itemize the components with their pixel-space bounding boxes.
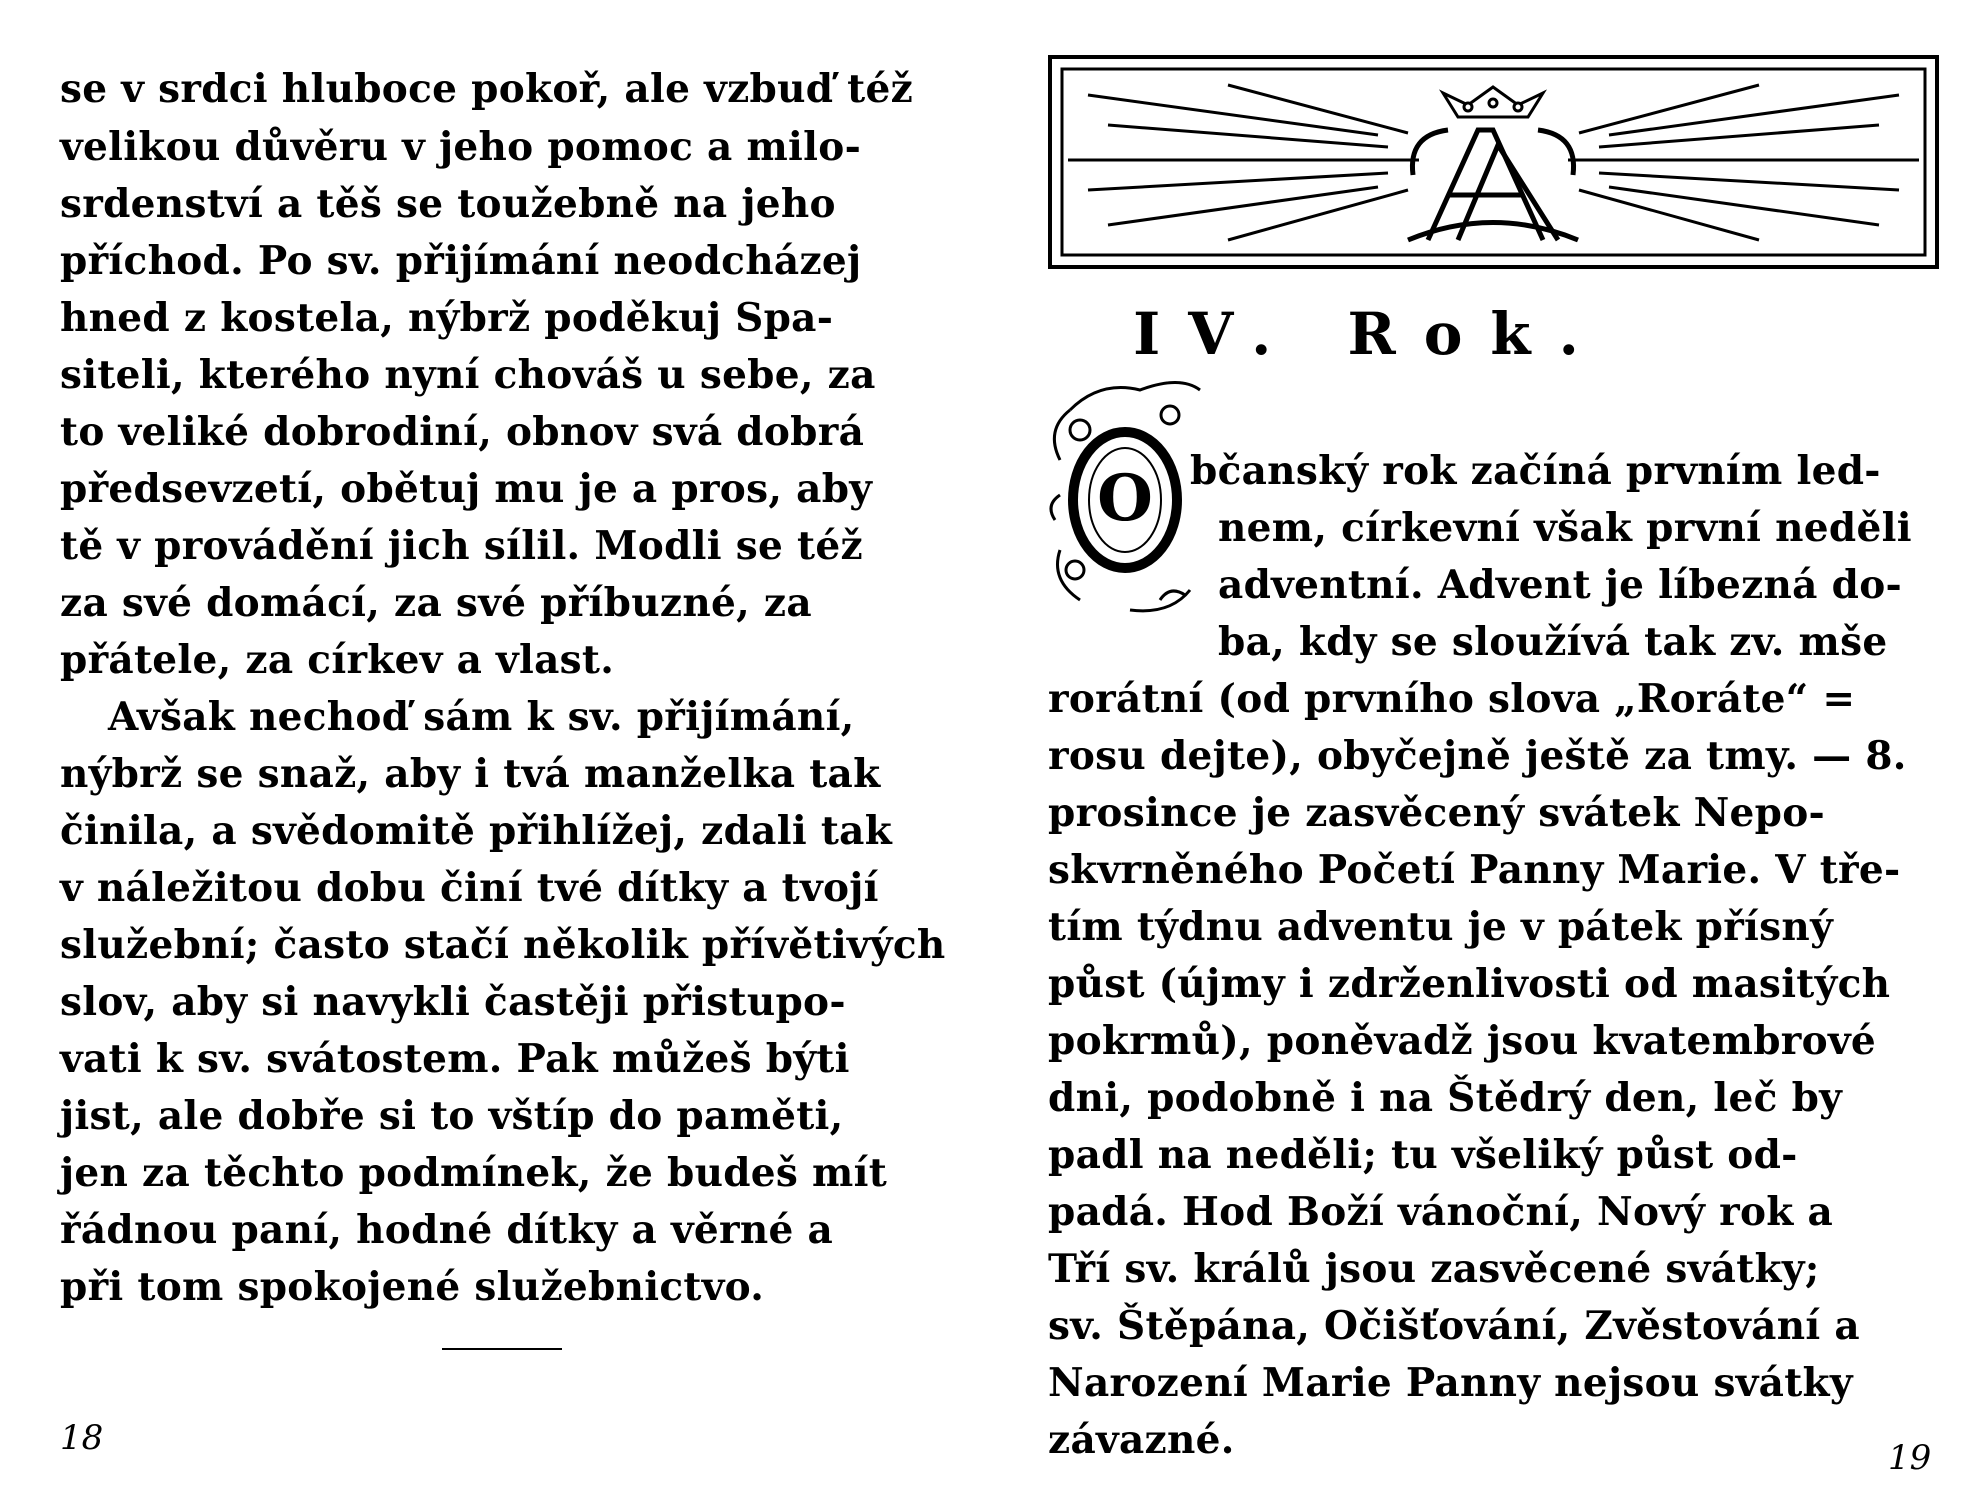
text-line: padá. Hod Boží vánoční, Nový rok a	[1048, 1189, 1834, 1235]
text-line: velikou důvěru v jeho pomoc a milo-	[60, 124, 862, 170]
chapter-title: IV. Rok.	[1133, 300, 1607, 368]
text-line: vati k sv. svátostem. Pak můžeš býti	[60, 1036, 850, 1082]
text-line: řádnou paní, hodné dítky a věrné a	[60, 1207, 834, 1253]
page-number-right: 19	[1888, 1438, 1932, 1478]
text-line: půst (újmy i zdrženlivosti od masitých	[1048, 961, 1891, 1007]
text-line: ba, kdy se sloužívá tak zv. mše	[1218, 619, 1888, 665]
text-line: závazné.	[1048, 1417, 1235, 1463]
text-line: jen za těchto podmínek, že budeš mít	[60, 1150, 888, 1196]
text-line: tím týdnu adventu je v pátek přísný	[1048, 904, 1834, 950]
text-line: nem, církevní však první neděli	[1218, 505, 1912, 551]
text-line: padl na neděli; tu všeliký půst od-	[1048, 1132, 1798, 1178]
text-line: předsevzetí, obětuj mu je a pros, aby	[60, 466, 873, 512]
text-line: přátele, za církev a vlast.	[60, 637, 615, 683]
text-line: při tom spokojené služebnictvo.	[60, 1264, 765, 1310]
text-line: v náležitou dobu činí tvé dítky a tvojí	[60, 865, 879, 911]
text-line: to veliké dobrodiní, obnov svá dobrá	[60, 409, 865, 455]
text-line: příchod. Po sv. přijímání neodcházej	[60, 238, 862, 284]
text-line: nýbrž se snaž, aby i tvá manželka tak	[60, 751, 881, 797]
text-line: Tří sv. králů jsou zasvěcené svátky;	[1048, 1246, 1820, 1292]
page-number-left: 18	[60, 1418, 104, 1458]
text-line: Narození Marie Panny nejsou svátky	[1048, 1360, 1853, 1406]
text-line: za své domácí, za své příbuzné, za	[60, 580, 812, 626]
drop-cap-letter: O	[1097, 461, 1153, 536]
text-line: srdenství a těš se toužebně na jeho	[60, 181, 836, 227]
text-line: pokrmů), poněvadž jsou kvatembrové	[1048, 1018, 1877, 1064]
text-line: hned z kostela, nýbrž poděkuj Spa-	[60, 295, 834, 341]
text-line: rorátní (od prvního slova „Roráte“ =	[1048, 676, 1856, 722]
text-line: činila, a svědomitě přihlížej, zdali tak	[60, 808, 893, 854]
monogram-ornament	[1048, 55, 1939, 269]
text-line: rosu dejte), obyčejně ještě za tmy. — 8.	[1048, 733, 1907, 779]
text-line: adventní. Advent je líbezná do-	[1218, 562, 1902, 608]
text-line: dni, podobně i na Štědrý den, leč by	[1048, 1075, 1843, 1121]
text-line: služební; často stačí několik přívětivých	[60, 922, 946, 968]
text-line: Avšak nechoď sám k sv. přijímání,	[108, 694, 855, 740]
text-line: tě v provádění jich sílil. Modli se též	[60, 523, 863, 569]
text-line: skvrněného Početí Panny Marie. V tře-	[1048, 847, 1901, 893]
text-line: sv. Štěpána, Očišťování, Zvěstování a	[1048, 1303, 1860, 1349]
text-line: siteli, kterého nyní chováš u sebe, za	[60, 352, 876, 398]
text-line: bčanský rok začíná prvním led-	[1190, 448, 1881, 494]
text-line: slov, aby si navykli častěji přistupo-	[60, 979, 846, 1025]
section-end-rule	[442, 1348, 562, 1350]
text-line: prosince je zasvěcený svátek Nepo-	[1048, 790, 1826, 836]
decorated-drop-cap	[1040, 370, 1210, 630]
text-line: jist, ale dobře si to vštíp do paměti,	[60, 1093, 844, 1139]
text-line: se v srdci hluboce pokoř, ale vzbuď též	[60, 66, 914, 112]
